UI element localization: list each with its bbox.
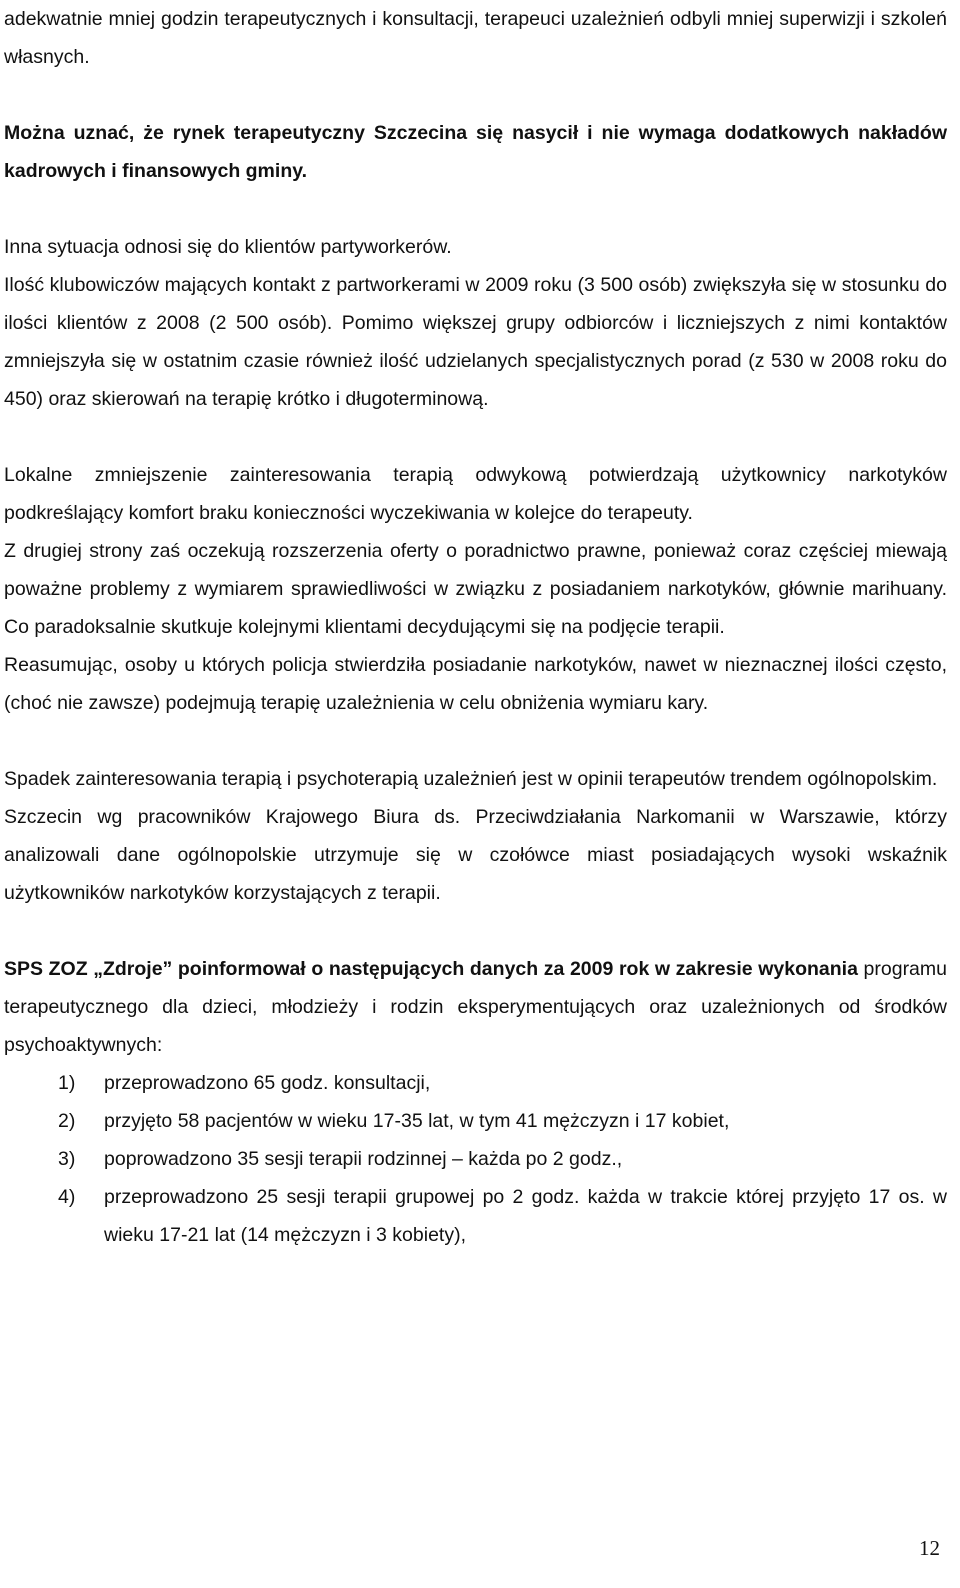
paragraph-club-clients: Ilość klubowiczów mających kontakt z partworkerami w 2009 roku (3 500 osób) zwiększyła się w stosunku do ilości klientów z 2008 (2 500 osób). Pomimo większej grupy odbiorców i liczniejszych z nimi kontaktów zmniejszyła się w ostatnim czasie również ilość udzielanych specjalistycznych porad (z 530 w 2008 roku do 450) oraz skierowań na terapię krótko i długoterminową. — [4, 274, 947, 410]
paragraph-sps-zoz-bold: SPS ZOZ „Zdroje” poinformował o następujących danych za 2009 rok w zakresie wykonania — [4, 958, 858, 980]
paragraph-local-decrease: Lokalne zmniejszenie zainteresowania terapią odwykową potwierdzają użytkownicy narkotyków podkreślający komfort braku konieczności wyczekiwania w kolejce do terapeuty. — [4, 464, 947, 524]
list-item — [4, 1064, 947, 1102]
list-item-text: przeprowadzono 65 godz. konsultacji, — [104, 1072, 431, 1094]
paragraph-national-trend: Spadek zainteresowania terapią i psychoterapią uzależnień jest w opinii terapeutów trendem ogólnopolskim. — [4, 768, 938, 790]
spacer — [4, 418, 947, 456]
list-item-text: poprowadzono 35 sesji terapii rodzinnej – każda po 2 godz., — [104, 1148, 623, 1170]
list-item — [4, 1102, 947, 1140]
paragraph-partyworkers-intro: Inna sytuacja odnosi się do klientów partyworkerów. — [4, 236, 452, 258]
numbered-list — [4, 1064, 947, 1254]
page-number: 12 — [919, 1536, 940, 1560]
paragraph-legal-advice: Z drugiej strony zaś oczekują rozszerzenia oferty o poradnictwo prawne, ponieważ coraz częściej miewają poważne problemy z wymiarem sprawiedliwości w związku z posiadaniem narkotyków, głównie marihuany. Co paradoksalnie skutkuje kolejnymi klientami decydującymi się na podjęcie terapii. — [4, 540, 947, 638]
paragraph-sps-zoz-rest: programu terapeutycznego dla dzieci, młodzieży i rodzin eksperymentujących oraz uzależnionych od środków psychoaktywnych: — [4, 958, 947, 1056]
list-item-text: przeprowadzono 25 sesji terapii grupowej po 2 godz. każda w trakcie której przyjęto 17 os. w wieku 17-21 lat (14 mężczyzn i 3 kobiety), — [104, 1186, 947, 1246]
spacer — [4, 190, 947, 228]
list-item-text: przyjęto 58 pacjentów w wieku 17-35 lat, w tym 41 mężczyzn i 17 kobiet, — [104, 1110, 730, 1132]
list-item — [4, 1178, 947, 1254]
list-item-number: 1) — [58, 1072, 76, 1094]
list-item-number: 3) — [58, 1148, 76, 1170]
spacer — [4, 912, 947, 950]
paragraph-warsaw-office: Szczecin wg pracowników Krajowego Biura ds. Przeciwdziałania Narkomanii w Warszawie, którzy analizowali dane ogólnopolskie utrzymuje się w czołówce miast posiadających wysoki wskaźnik użytkowników narkotyków korzystających z terapii. — [4, 806, 947, 904]
paragraph-therapists: adekwatnie mniej godzin terapeutycznych i konsultacji, terapeuci uzależnień odbyli mniej superwizji i szkoleń własnych. — [4, 8, 947, 68]
spacer — [4, 76, 947, 114]
spacer — [4, 722, 947, 760]
list-item-number: 2) — [58, 1110, 76, 1132]
list-item-number: 4) — [58, 1186, 76, 1208]
paragraph-market-conclusion: Można uznać, że rynek terapeutyczny Szczecina się nasycił i nie wymaga dodatkowych nakładów kadrowych i finansowych gminy. — [4, 122, 947, 182]
paragraph-summary: Reasumując, osoby u których policja stwierdziła posiadanie narkotyków, nawet w nieznacznej ilości często, (choć nie zawsze) podejmują terapię uzależnienia w celu obniżenia wymiaru kary. — [4, 654, 947, 714]
list-item — [4, 1140, 947, 1178]
paragraph-sps-zoz — [4, 950, 947, 1064]
